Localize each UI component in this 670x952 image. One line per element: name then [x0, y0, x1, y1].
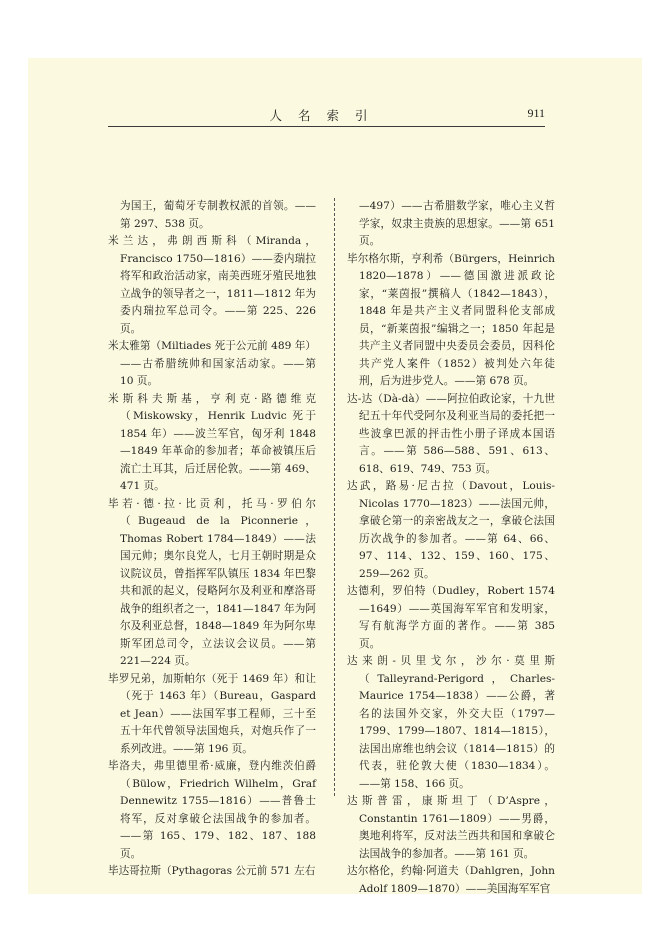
header-rule [108, 126, 545, 127]
index-entry: 为国王，葡萄牙专制教权派的首领。——第 297、538 页。 [120, 200, 316, 230]
index-entry: 毕若·德·拉·比贡利，托马·罗伯尔（Bugeaud de la Piconnerie，Thomas Robert 1784—1849）——法国元帅；奥尔良党人，七月王朝时期是众议院议员，曾指挥军队镇压 1834 年巴黎共和派的起义，侵略阿尔及利亚和摩洛哥战争的组织者之一，1841—1847 年为阿尔及利亚总督，1848—1849 年为阿尔卑斯军团总司令，立法议会议员。——第 221—224 页。 [108, 497, 316, 667]
index-entry: —497）——古希腊数学家，唯心主义哲学家，奴隶主贵族的思想家。——第 651 页。 [359, 200, 555, 247]
index-entry: 毕罗兄弟，加斯帕尔（死于 1469 年）和让（死于 1463 年）（Bureau，Gaspard et Jean）——法国军事工程师，三十至五十年代曾领导法国炮兵，对炮兵作了一系列改进。——第 196 页。 [108, 672, 316, 755]
index-entry: 米太雅第（Miltiades 死于公元前 489 年）——古希腊统帅和国家活动家。——第 10 页。 [108, 340, 316, 387]
running-header [108, 106, 545, 126]
index-entry: 达武，路易·尼古拉（Davout，Louis-Nicolas 1770—1823）——法国元帅，拿破仑第一的亲密战友之一，拿破仑法国历次战争的参加者。——第 64、66、97、114、132、159、160、175、259—262 页。 [347, 480, 555, 580]
index-entry: 达尔格伦，约翰·阿道夫（Dahlgren，John Adolf 1809—1870）——美国海军军官 [347, 865, 555, 895]
index-entry: 毕洛夫，弗里德里希·威廉，登内维茨伯爵（Bülow，Friedrich Wilhelm，Graf Dennewitz 1755—1816）——普鲁士将军，反对拿破仑法国战争的参加者。——第 165、179、182、187、188 页。 [108, 760, 316, 860]
index-entry: 达来朗-贝里戈尔，沙尔·莫里斯（Talleyrand-Perigord，Charles-Maurice 1754—1838）——公爵，著名的法国外交家，外交大臣（1797—1799、1799—1807、1814—1815），法国出席维也纳会议（1814—1815）的代表，驻伦敦大使（1830—1834）。——第 158、166 页。 [347, 655, 555, 790]
index-entry: 米斯科夫斯基，亨利克·路德维克（Miskowsky，Henrik Ludvic 死于 1854 年）——波兰军官，匈牙利 1848—1849 年革命的参加者；革命被镇压后流亡土耳其，后迁居伦敦。——第 469、471 页。 [108, 392, 316, 492]
left-column [108, 198, 316, 881]
index-entry: 米兰达，弗朗西斯科（Miranda，Francisco 1750—1816）——委内瑞拉将军和政治活动家，南美西班牙殖民地独立战争的领导者之一，1811—1812 年为委内瑞拉军总司令。——第 225、226 页。 [108, 235, 316, 335]
index-entry: 达-达（Dà-dà）——阿拉伯政论家，十九世纪五十年代受阿尔及利亚当局的委托把一些波拿巴派的抨击性小册子译成本国语言。——第 586—588、591、613、618、619、749、753 页。 [347, 392, 555, 475]
index-entry: 毕尔格尔斯，亨利希（Bürgers，Heinrich 1820—1878）——德国激进派政论家，“莱茵报”撰稿人（1842—1843），1848 年是共产主义者同盟科伦支部成员，“新莱茵报”编辑之一；1850 年起是共产主义者同盟中央委员会委员，因科伦共产党人案件（1852）被判处六年徒刑，后为进步党人。——第 678 页。 [347, 252, 555, 387]
index-entry: 达德利，罗伯特（Dudley，Robert 1574—1649）——英国海军军官和发明家，写有航海学方面的著作。——第 385 页。 [347, 585, 555, 650]
right-column [347, 198, 555, 898]
index-entry: 毕达哥拉斯（Pythagoras 公元前 571 左右 [108, 865, 316, 877]
index-entry: 达斯普雷，康斯坦丁（D’Aspre，Constantin 1761—1809）——男爵，奥地利将军，反对法兰西共和国和拿破仑法国战争的参加者。——第 161 页。 [347, 795, 555, 860]
page-number: 911 [527, 106, 545, 120]
column-divider [334, 198, 335, 796]
header-title: 人名索引 [269, 108, 384, 123]
